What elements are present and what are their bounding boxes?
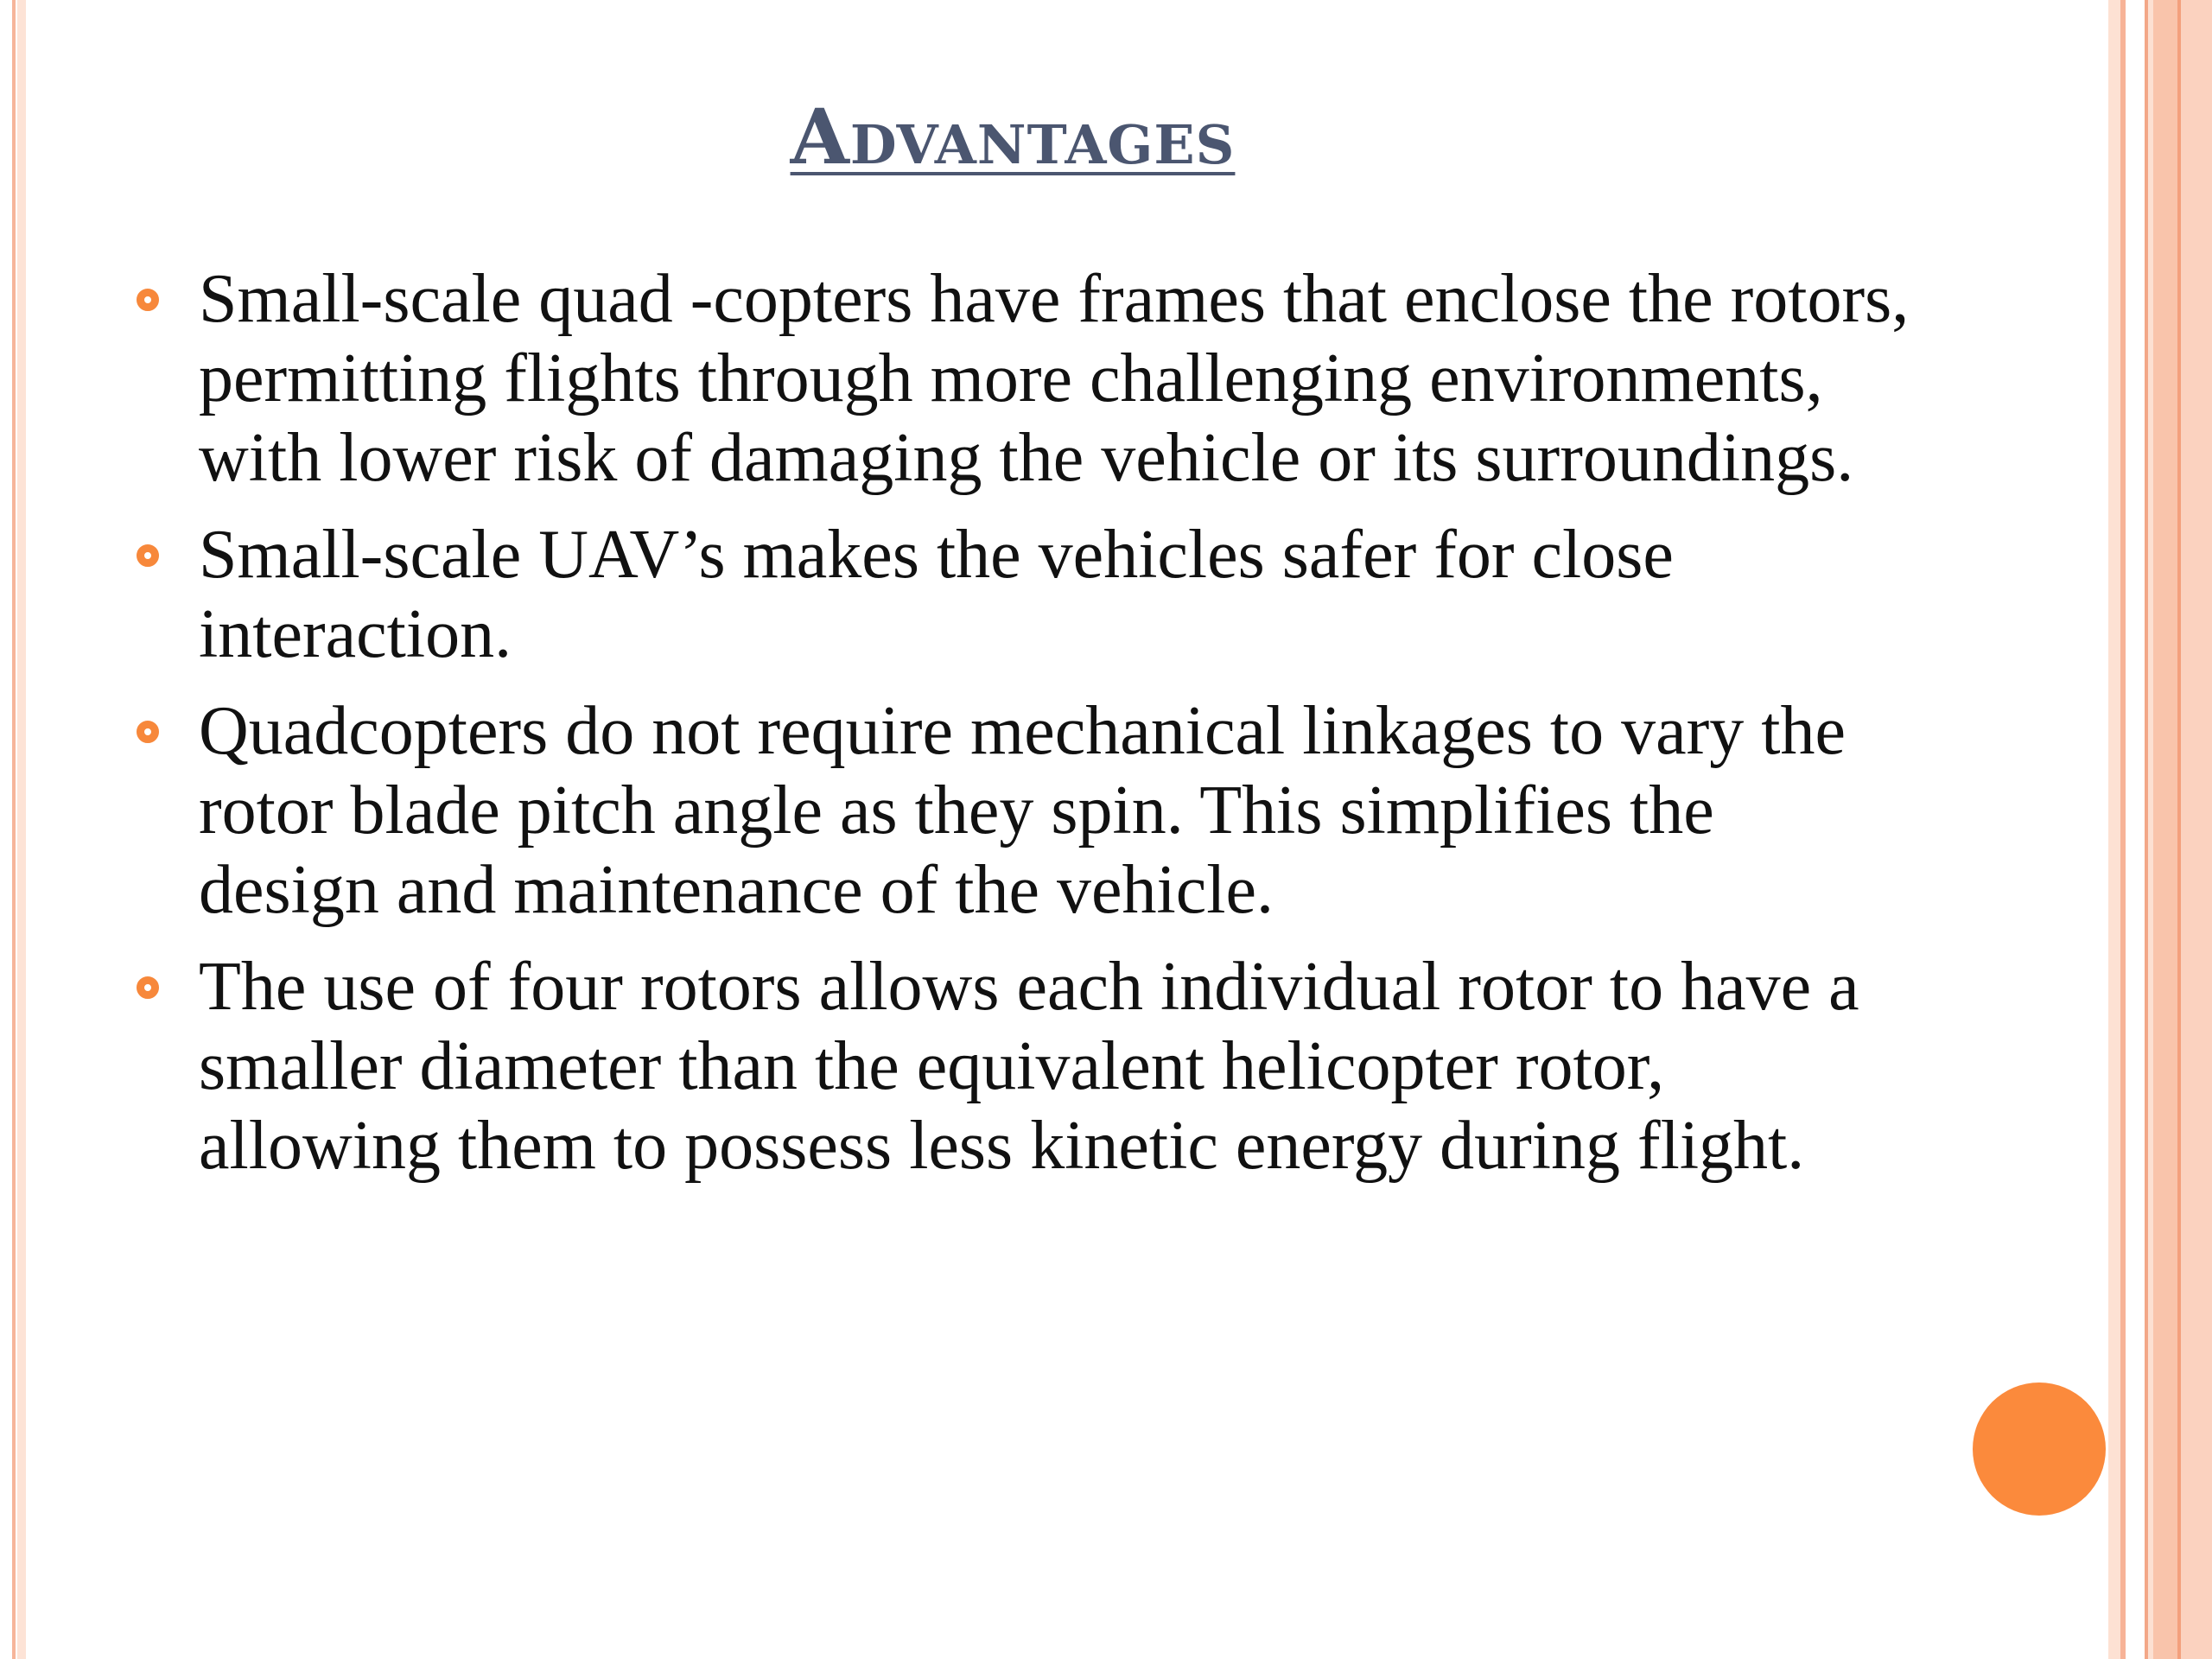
bullet-list <box>130 259 1910 1203</box>
right-border-decoration <box>2108 0 2212 1659</box>
bullet-text: The use of four rotors allows each individual rotor to have a smaller diameter than the equivalent helicopter rotor, allowing them to possess less kinetic energy during flight. <box>199 949 1859 1184</box>
left-border-stripe <box>17 0 26 1659</box>
left-border-stripe <box>12 0 16 1659</box>
right-border-stripe <box>2108 0 2120 1659</box>
hollow-circle-bullet-icon <box>137 289 159 311</box>
bullet-item <box>130 515 1910 674</box>
left-border-decoration <box>0 0 28 1659</box>
right-border-stripe <box>2126 0 2145 1659</box>
slide-title-text: Advantages <box>790 92 1236 181</box>
bullet-item <box>130 259 1910 498</box>
bullet-text: Small-scale UAV’s makes the vehicles safer for close interaction. <box>199 517 1674 672</box>
right-border-stripe <box>2153 0 2177 1659</box>
slide-title <box>0 92 2025 181</box>
hollow-circle-bullet-icon <box>137 976 159 999</box>
filled-circle-icon <box>1973 1382 2106 1516</box>
bullet-item <box>130 691 1910 930</box>
bullet-text: Quadcopters do not require mechanical linkages to vary the rotor blade pitch angle as they spin. This simplifies the design and maintenance of the vehicle. <box>199 693 1846 928</box>
bullet-item <box>130 947 1910 1185</box>
hollow-circle-bullet-icon <box>137 721 159 743</box>
right-border-stripe <box>2181 0 2212 1659</box>
hollow-circle-bullet-icon <box>137 544 159 567</box>
bullet-text: Small-scale quad -copters have frames that enclose the rotors, permitting flights through more challenging environments, with lower risk of damaging the vehicle or its surroundings. <box>199 261 1910 496</box>
